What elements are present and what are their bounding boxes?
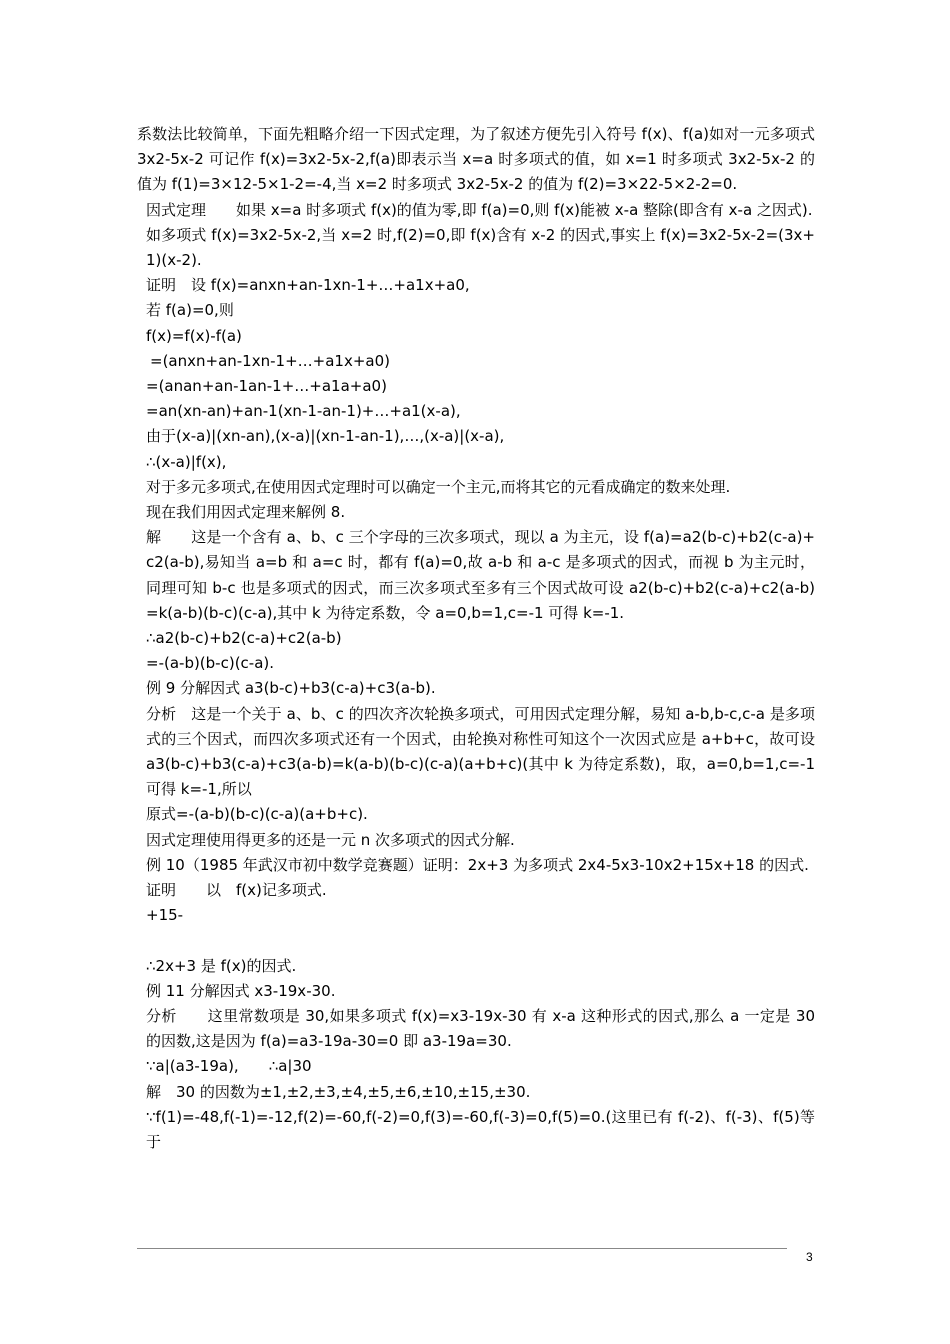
footer-divider — [137, 1248, 787, 1249]
example-10-title: 例 10（1985 年武汉市初中数学竞赛题）证明：2x+3 为多项式 2x4-5x3-10x2+15x+18 的因式. — [146, 855, 809, 874]
proof-line-5: =(anan+an-1an-1+…+a1a+a0) — [146, 377, 387, 396]
proof-line-2: 若 f(a)=0,则 — [146, 301, 234, 320]
example-11-solution: 解 30 的因数为±1,±2,±3,±4,±5,±6,±10,±15,±30. — [146, 1082, 531, 1101]
example-11-analysis: 分析 这里常数项是 30,如果多项式 f(x)=x3-19x-30 有 x-a 这种形式的因式,那么 a 一定是 30 的因数,这是因为 f(a)=a3-19a-30=0 即 a3-19a=30. — [146, 1006, 820, 1051]
page-body — [137, 122, 820, 1155]
example-11-values: ∵f(1)=-48,f(-1)=-12,f(2)=-60,f(-2)=0,f(3)=-60,f(-3)=0,f(5)=0.(这里已有 f(-2)、f(-3)、f(5)等于 — [146, 1107, 815, 1151]
proof-line-1: 证明 设 f(x)=anxn+an-1xn-1+…+a1x+a0, — [146, 276, 470, 295]
paragraph-univariate: 因式定理使用得更多的还是一元 n 次多项式的因式分解. — [146, 830, 515, 849]
proof-line-6: =an(xn-an)+an-1(xn-1-an-1)+…+a1(x-a), — [146, 402, 461, 421]
paragraph-factor-theorem: 因式定理 如果 x=a 时多项式 f(x)的值为零,即 f(a)=0,则 f(x)能被 x-a 整除(即含有 x-a 之因式). — [146, 200, 813, 219]
proof-line-8: ∴(x-a)|f(x), — [146, 452, 227, 471]
paragraph-solution: 解 这是一个含有 a、b、c 三个字母的三次多项式，现以 a 为主元，设 f(a)=a2(b-c)+b2(c-a)+c2(a-b),易知当 a=b 和 a=c 时，都有 f(a)=0,故 a-b 和 a-c 是多项式的因式，而视 b 为主元时，同理可知 b-c 也是多项式的因式，而三次多项式至多有三个因式故可设 a2(b-c)+b2(c-a)+c2(a-b)=k(a-b)(b-c)(c-a),其中 k 为待定系数，令 a=0,b=1,c=-1 可得 k=-1. — [146, 528, 815, 622]
example-9-title: 例 9 分解因式 a3(b-c)+b3(c-a)+c3(a-b). — [146, 679, 436, 698]
proof-line-3: f(x)=f(x)-f(a) — [146, 326, 242, 345]
paragraph-example: 如多项式 f(x)=3x2-5x-2,当 x=2 时,f(2)=0,即 f(x)含有 x-2 的因式,事实上 f(x)=3x2-5x-2=(3x+1)(x-2). — [146, 225, 815, 270]
example-9-result: 原式=-(a-b)(b-c)(c-a)(a+b+c). — [146, 805, 368, 824]
example-9-analysis: 分析 这是一个关于 a、b、c 的四次齐次轮换多项式，可用因式定理分解，易知 a-b,b-c,c-a 是多项式的三个因式，而四次多项式还有一个因式，由轮换对称性可知这个一次因式应是 a+b+c，故可设 a3(b-c)+b3(c-a)+c3(a-b)=k(a-b)(b-c)(c-a)(a+b+c)(其中 k 为待定系数)，取，a=0,b=1,c=-1 可得 k=-1,所以 — [146, 704, 820, 799]
proof-line-4: =(anxn+an-1xn-1+…+a1x+a0) — [150, 351, 390, 370]
paragraph-now: 现在我们用因式定理来解例 8. — [146, 503, 346, 522]
example-11-title: 例 11 分解因式 x3-19x-30. — [146, 981, 336, 1000]
example-10-fragment: +15- — [146, 906, 184, 925]
proof-line-7: 由于(x-a)|(xn-an),(x-a)|(xn-1-an-1),…,(x-a)|(x-a), — [146, 427, 505, 446]
example-11-divides: ∵a|(a3-19a), ∴a|30 — [146, 1057, 312, 1076]
example-10-conclusion: ∴2x+3 是 f(x)的因式. — [146, 956, 297, 975]
paragraph-intro: 系数法比较简单，下面先粗略介绍一下因式定理，为了叙述方便先引入符号 f(x)、f(a)如对一元多项式 3x2-5x-2 可记作 f(x)=3x2-5x-2,f(a)即表示当 x=a 时多项式的值，如 x=1 时多项式 3x2-5x-2 的值为 f(1)=3×12-5×1-2=-4,当 x=2 时多项式 3x2-5x-2 的值为 f(2)=3×22-5×2-2=0. — [137, 125, 820, 194]
example-10-proof: 证明 以 f(x)记多项式. — [146, 881, 327, 900]
blank-gap — [137, 929, 815, 954]
paragraph-multivariate: 对于多元多项式,在使用因式定理时可以确定一个主元,而将其它的元看成确定的数来处理. — [146, 477, 731, 496]
page-number: 3 — [806, 1250, 813, 1264]
solution-result-2: =-(a-b)(b-c)(c-a). — [146, 654, 275, 673]
solution-result-1: ∴a2(b-c)+b2(c-a)+c2(a-b) — [146, 629, 342, 648]
